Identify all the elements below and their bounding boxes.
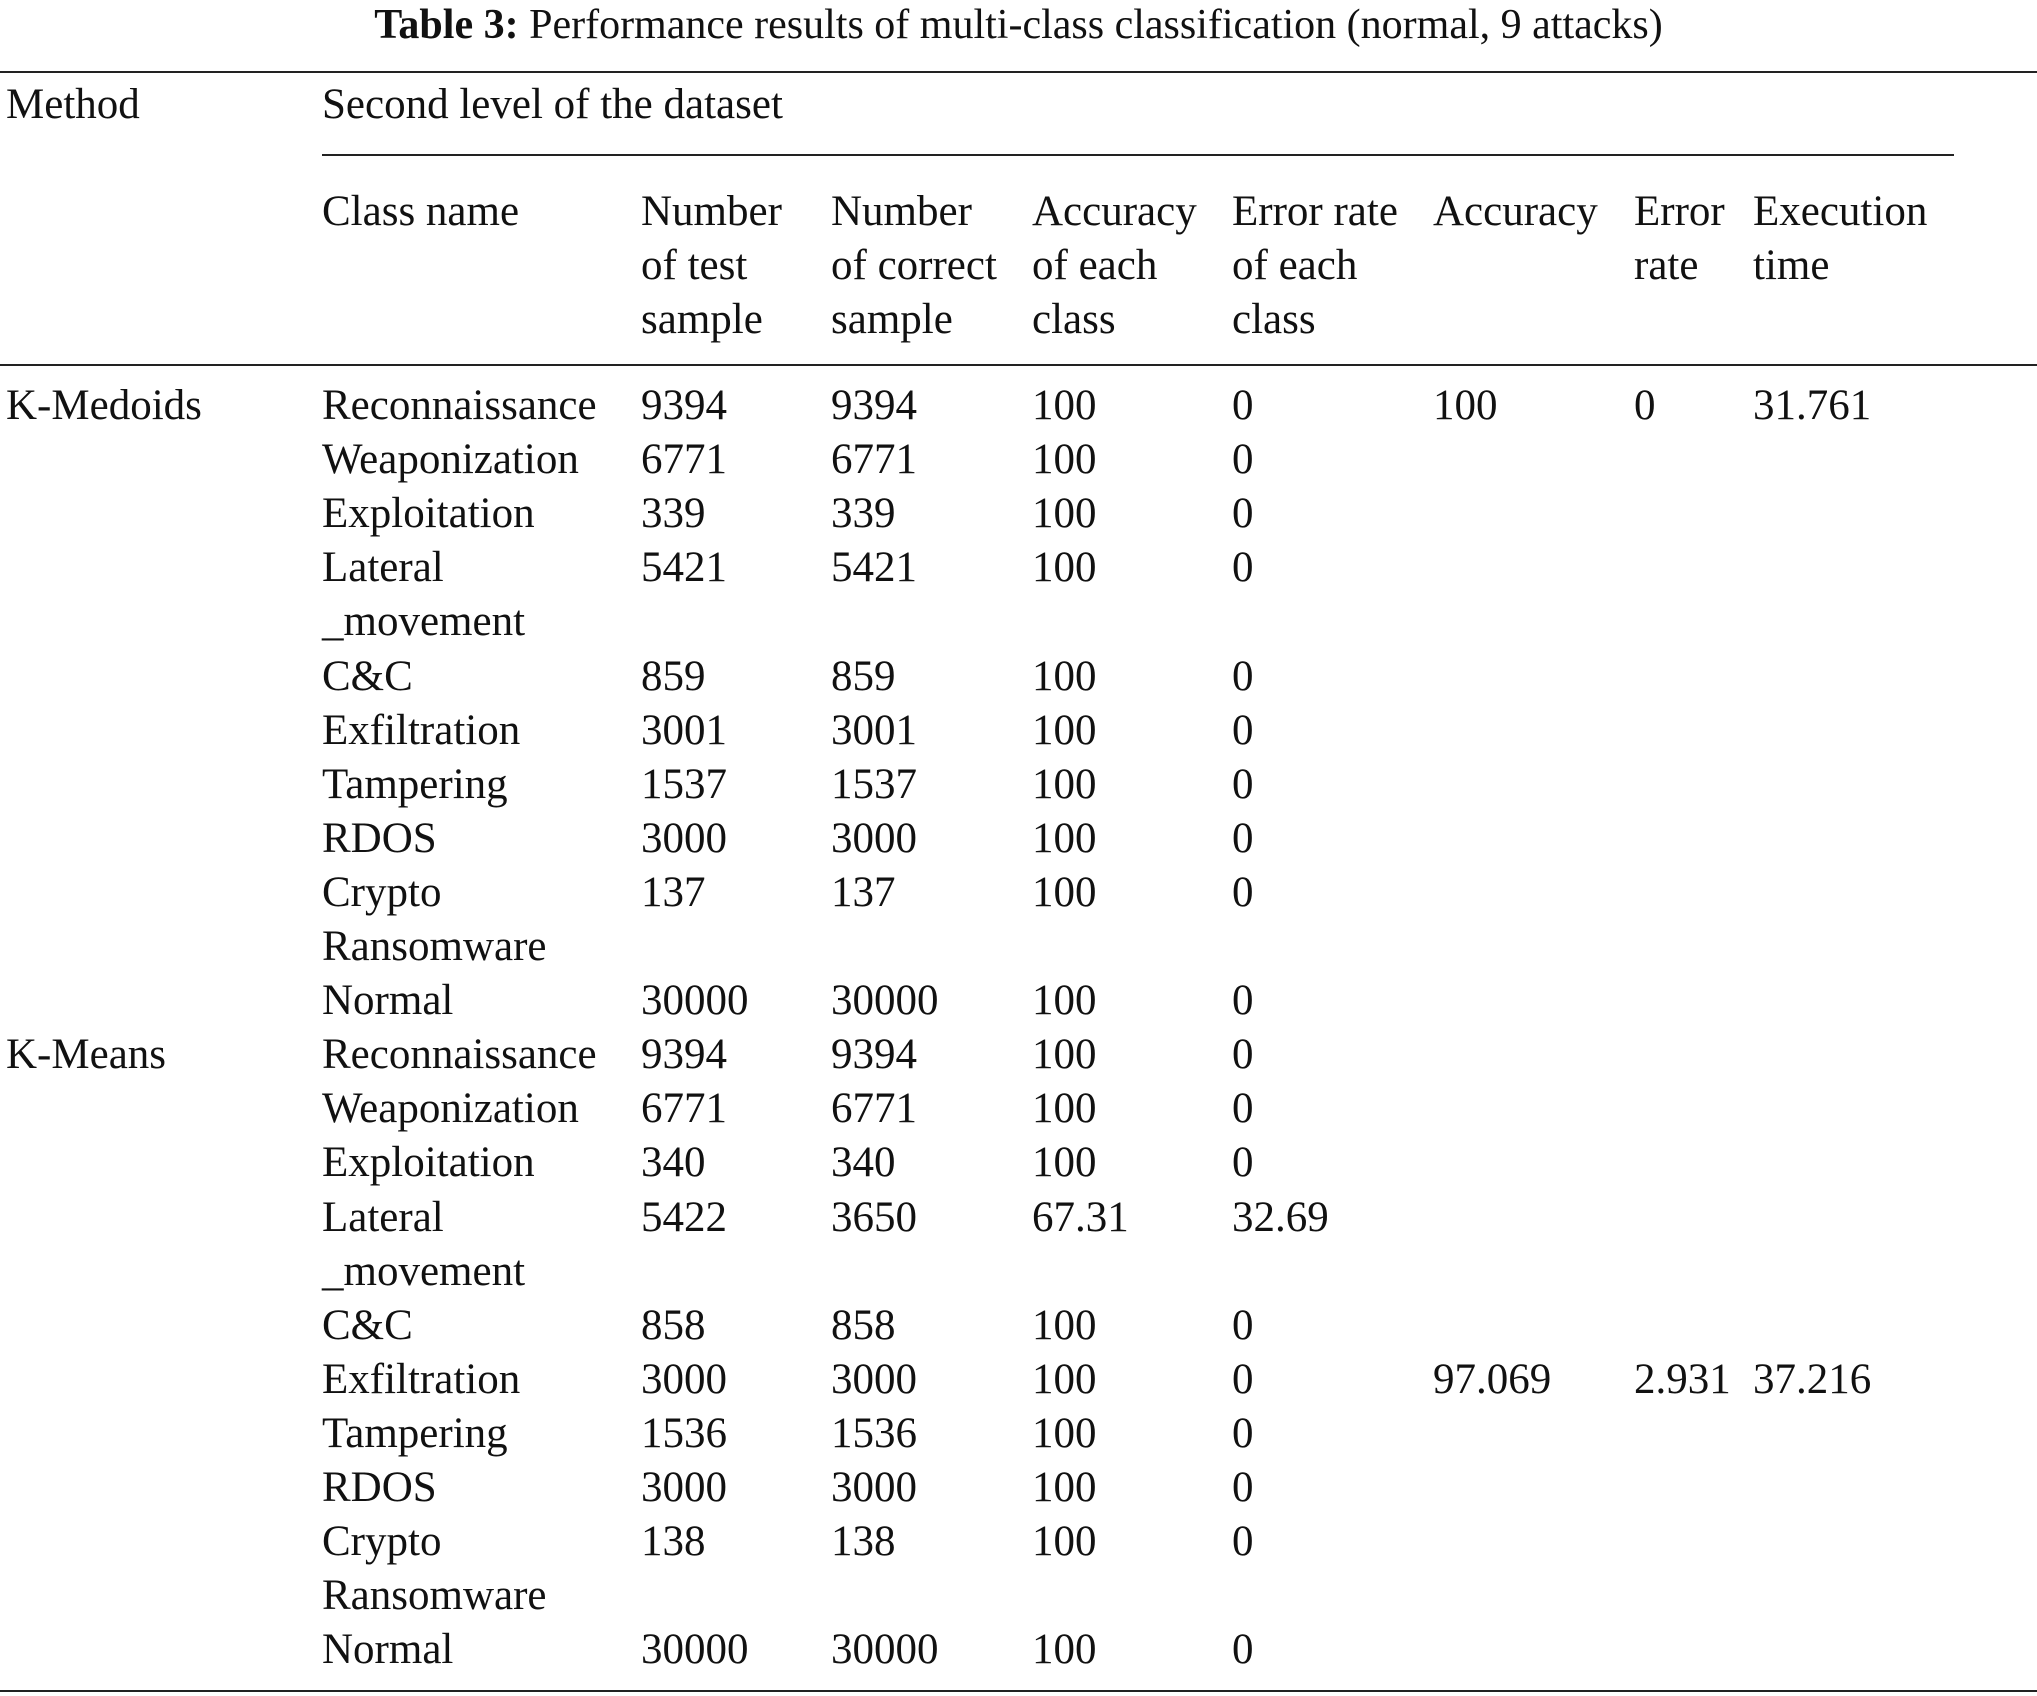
cell-err-each: 0 <box>1232 490 1254 538</box>
cell-err-each: 0 <box>1232 1301 1254 1349</box>
cell-num-test: 30000 <box>641 977 749 1025</box>
table-row <box>0 1028 2037 1082</box>
cell-acc-each: 100 <box>1032 760 1097 808</box>
cell-err-each: 0 <box>1232 1464 1254 1511</box>
table-row <box>0 487 2037 541</box>
table-row <box>0 1515 2037 1569</box>
cell-num-correct: 3650 <box>831 1193 917 1241</box>
cell-class-name: Normal <box>322 977 454 1025</box>
cell-num-test: 5422 <box>641 1193 727 1241</box>
cell-err-each: 0 <box>1232 814 1254 862</box>
table-row <box>0 812 2037 866</box>
cell-err-each: 0 <box>1232 382 1254 429</box>
table-row <box>0 1623 2037 1677</box>
cell-acc-each: 100 <box>1032 1464 1097 1511</box>
cell-num-correct: 9394 <box>831 1031 917 1079</box>
header-acc-each-1: Accuracy <box>1032 188 1197 235</box>
header-num-test-3: sample <box>641 296 763 343</box>
cell-acc-each: 100 <box>1032 490 1097 538</box>
table-row <box>0 1461 2037 1515</box>
cell-num-correct: 5421 <box>831 544 917 592</box>
cell-class-name: RDOS <box>322 814 437 862</box>
cell-err-each: 0 <box>1232 1518 1254 1566</box>
cell-acc-each: 100 <box>1032 544 1097 592</box>
cell-class-name: C&C <box>322 1301 413 1349</box>
cell-num-test: 3001 <box>641 706 727 754</box>
cell-num-correct: 1537 <box>831 760 917 808</box>
top-rule <box>0 71 2037 73</box>
cell-class-name: Weaponization <box>322 1085 579 1133</box>
cell-class-name: Exploitation <box>322 1139 535 1187</box>
cell-error-rate: 0 <box>1634 382 1656 429</box>
cell-acc-each: 100 <box>1032 1355 1097 1403</box>
header-bottom-rule <box>0 364 2037 366</box>
table-caption <box>0 0 2037 50</box>
cell-acc-each: 100 <box>1032 382 1097 429</box>
table-row <box>0 1136 2037 1190</box>
table-row <box>0 758 2037 812</box>
cell-class-name: Crypto <box>322 868 442 916</box>
cell-num-test: 6771 <box>641 1085 727 1133</box>
table-row <box>0 595 2037 649</box>
cell-class-name: Reconnaissance <box>322 382 597 429</box>
cell-num-test: 30000 <box>641 1626 749 1674</box>
cell-class-name: Exploitation <box>322 490 535 538</box>
header-exec-1: Execution <box>1753 188 1928 235</box>
cell-class-name: Tampering <box>322 760 508 808</box>
cell-acc-each: 100 <box>1032 1301 1097 1349</box>
header-acc-each-3: class <box>1032 296 1116 343</box>
cell-error-rate: 2.931 <box>1634 1355 1731 1403</box>
cell-num-correct: 6771 <box>831 1085 917 1133</box>
table-row <box>0 1245 2037 1299</box>
table-row <box>0 866 2037 920</box>
cell-num-test: 339 <box>641 490 706 538</box>
cell-class-name: Lateral <box>322 544 444 592</box>
table-row <box>0 1082 2037 1136</box>
header-err-each-1: Error rate <box>1232 188 1398 235</box>
cell-acc-each: 100 <box>1032 1139 1097 1187</box>
cell-acc-each: 100 <box>1032 652 1097 700</box>
cell-err-each: 0 <box>1232 977 1254 1025</box>
cell-num-test: 138 <box>641 1518 706 1566</box>
table-caption-label: Table 3: <box>374 2 519 48</box>
cell-acc-each: 100 <box>1032 1626 1097 1674</box>
cell-num-correct: 138 <box>831 1518 896 1566</box>
cell-acc-each: 100 <box>1032 814 1097 862</box>
header-error-2: rate <box>1634 242 1699 289</box>
header-error-1: Error <box>1634 188 1725 235</box>
cell-num-test: 858 <box>641 1301 706 1349</box>
table-row <box>0 433 2037 487</box>
header-num-correct-2: of correct <box>831 242 997 289</box>
header-num-correct-3: sample <box>831 296 953 343</box>
cell-class-name: C&C <box>322 652 413 700</box>
cell-class-name: Normal <box>322 1626 454 1674</box>
cell-class-name: _movement <box>322 598 526 646</box>
cell-err-each: 32.69 <box>1232 1193 1329 1241</box>
cell-class-name: _movement <box>322 1247 526 1295</box>
cell-num-test: 3000 <box>641 814 727 862</box>
cell-acc-each: 100 <box>1032 1031 1097 1079</box>
cell-method: K-Medoids <box>6 382 202 429</box>
cell-exec-time: 31.761 <box>1753 382 1872 429</box>
cell-class-name: Reconnaissance <box>322 1031 597 1079</box>
cell-class-name: Tampering <box>322 1409 508 1457</box>
cell-class-name: Lateral <box>322 1193 444 1241</box>
cell-err-each: 0 <box>1232 760 1254 808</box>
cell-accuracy: 97.069 <box>1433 1355 1552 1403</box>
cell-num-correct: 3000 <box>831 1464 917 1511</box>
cell-num-test: 137 <box>641 868 706 916</box>
cell-err-each: 0 <box>1232 1626 1254 1674</box>
cell-num-correct: 3001 <box>831 706 917 754</box>
cell-num-correct: 3000 <box>831 1355 917 1403</box>
cell-num-test: 6771 <box>641 436 727 484</box>
table-row <box>0 1407 2037 1461</box>
cell-num-correct: 859 <box>831 652 896 700</box>
cell-class-name: Exfiltration <box>322 1355 521 1403</box>
group-rule <box>322 154 1954 156</box>
header-group: Second level of the dataset <box>322 81 783 128</box>
cell-accuracy: 100 <box>1433 382 1498 429</box>
cell-num-correct: 340 <box>831 1139 896 1187</box>
cell-method: K-Means <box>6 1031 167 1079</box>
cell-err-each: 0 <box>1232 1031 1254 1079</box>
table-row <box>0 974 2037 1028</box>
cell-acc-each: 100 <box>1032 868 1097 916</box>
cell-num-correct: 1536 <box>831 1409 917 1457</box>
cell-num-test: 9394 <box>641 382 727 429</box>
cell-err-each: 0 <box>1232 1355 1254 1403</box>
header-exec-2: time <box>1753 242 1830 289</box>
table-caption-text: Performance results of multi-class classification (normal, 9 attacks) <box>529 2 1663 48</box>
cell-err-each: 0 <box>1232 868 1254 916</box>
header-num-test-1: Number <box>641 188 782 235</box>
cell-num-correct: 858 <box>831 1301 896 1349</box>
cell-num-test: 9394 <box>641 1031 727 1079</box>
cell-num-test: 3000 <box>641 1464 727 1511</box>
cell-num-correct: 339 <box>831 490 896 538</box>
cell-acc-each: 100 <box>1032 1085 1097 1133</box>
cell-acc-each: 100 <box>1032 706 1097 754</box>
bottom-rule <box>0 1690 2037 1692</box>
header-acc-each-2: of each <box>1032 242 1158 289</box>
cell-acc-each: 67.31 <box>1032 1193 1129 1241</box>
cell-num-correct: 3000 <box>831 814 917 862</box>
header-num-correct-1: Number <box>831 188 972 235</box>
table-row <box>0 650 2037 704</box>
header-method: Method <box>6 81 140 128</box>
cell-num-correct: 30000 <box>831 1626 939 1674</box>
cell-num-correct: 30000 <box>831 977 939 1025</box>
cell-num-correct: 9394 <box>831 382 917 429</box>
cell-num-test: 3000 <box>641 1355 727 1403</box>
header-err-each-2: of each <box>1232 242 1358 289</box>
header-num-test-2: of test <box>641 242 748 289</box>
cell-class-name: Weaponization <box>322 436 579 484</box>
cell-class-name: Exfiltration <box>322 706 521 754</box>
table-row <box>0 1353 2037 1407</box>
cell-class-name: RDOS <box>322 1464 437 1511</box>
cell-num-test: 340 <box>641 1139 706 1187</box>
cell-class-name: Crypto <box>322 1518 442 1566</box>
cell-num-correct: 137 <box>831 868 896 916</box>
cell-num-test: 1536 <box>641 1409 727 1457</box>
table-row <box>0 704 2037 758</box>
cell-err-each: 0 <box>1232 436 1254 484</box>
cell-num-correct: 6771 <box>831 436 917 484</box>
cell-class-name: Ransomware <box>322 1572 547 1620</box>
cell-num-test: 859 <box>641 652 706 700</box>
table-row <box>0 1191 2037 1245</box>
cell-err-each: 0 <box>1232 544 1254 592</box>
header-accuracy: Accuracy <box>1433 188 1598 235</box>
cell-exec-time: 37.216 <box>1753 1355 1872 1403</box>
header-class-name: Class name <box>322 188 520 235</box>
table-row <box>0 1569 2037 1623</box>
table-row <box>0 920 2037 974</box>
cell-acc-each: 100 <box>1032 1409 1097 1457</box>
table-row <box>0 379 2037 433</box>
cell-acc-each: 100 <box>1032 436 1097 484</box>
header-err-each-3: class <box>1232 296 1316 343</box>
cell-num-test: 5421 <box>641 544 727 592</box>
cell-err-each: 0 <box>1232 1139 1254 1187</box>
cell-num-test: 1537 <box>641 760 727 808</box>
cell-acc-each: 100 <box>1032 977 1097 1025</box>
cell-err-each: 0 <box>1232 1409 1254 1457</box>
cell-err-each: 0 <box>1232 652 1254 700</box>
cell-acc-each: 100 <box>1032 1518 1097 1566</box>
cell-err-each: 0 <box>1232 1085 1254 1133</box>
table-row <box>0 1299 2037 1353</box>
cell-err-each: 0 <box>1232 706 1254 754</box>
table-row <box>0 541 2037 595</box>
cell-class-name: Ransomware <box>322 923 547 970</box>
